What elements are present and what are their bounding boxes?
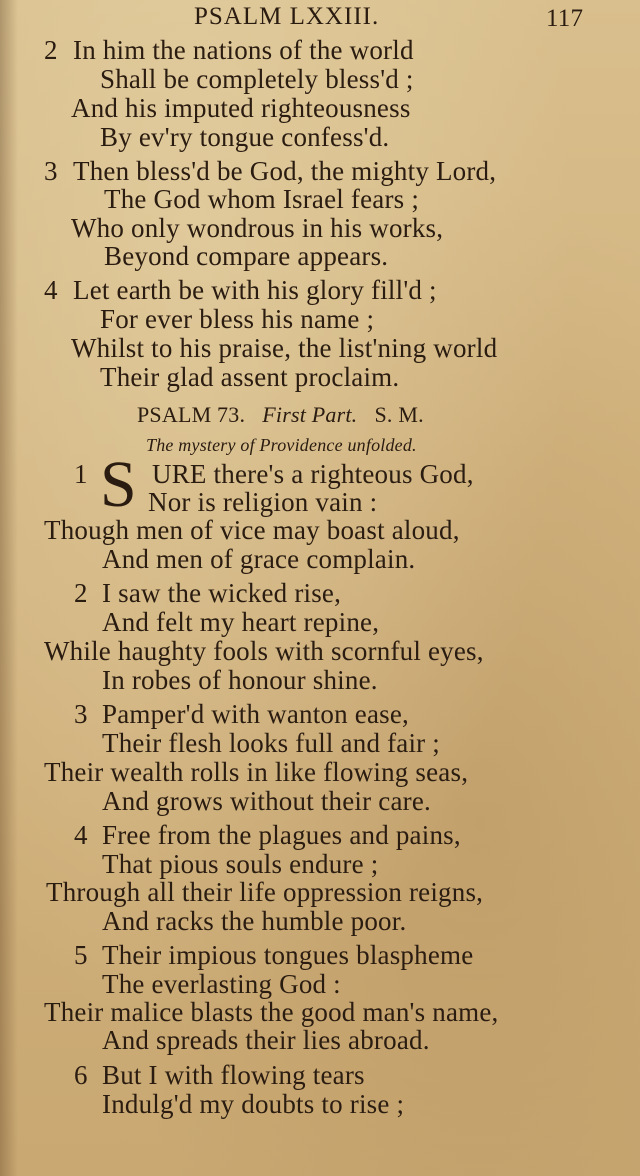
verse-line: And his imputed righteousness xyxy=(71,93,411,123)
verse-line: Their glad assent proclaim. xyxy=(100,362,400,392)
page-edge-shadow xyxy=(0,0,18,1176)
verse-line: Beyond compare appears. xyxy=(104,241,389,271)
stanza-number: 1 xyxy=(74,459,88,489)
verse-line: Their malice blasts the good man's name, xyxy=(44,997,499,1027)
stanza-number: 4 xyxy=(44,275,58,305)
verse-line: Nor is religion vain : xyxy=(148,487,378,517)
verse-line: Though men of vice may boast aloud, xyxy=(44,515,460,545)
verse-line: While haughty fools with scornful eyes, xyxy=(44,636,484,666)
stanza-number: 3 xyxy=(44,156,58,186)
verse-line: URE there's a righteous God, xyxy=(152,459,474,489)
verse-line: Their wealth rolls in like flowing seas, xyxy=(44,757,469,787)
stanza-number: 5 xyxy=(74,940,88,970)
verse-line: Shall be completely bless'd ; xyxy=(100,64,414,94)
verse-line: By ev'ry tongue confess'd. xyxy=(100,122,390,152)
verse-line: Their impious tongues blaspheme xyxy=(102,940,474,970)
verse-line: In him the nations of the world xyxy=(73,35,414,65)
verse-line: And men of grace complain. xyxy=(102,544,416,574)
verse-line: Let earth be with his glory fill'd ; xyxy=(73,275,437,305)
verse-line: And racks the humble poor. xyxy=(102,906,407,936)
verse-line: That pious souls endure ; xyxy=(102,849,379,879)
verse-line: Whilst to his praise, the list'ning world xyxy=(71,333,498,363)
psalm-heading-number: PSALM 73. xyxy=(137,402,246,427)
stanza-number: 4 xyxy=(74,820,88,850)
psalm-heading-metre: S. M. xyxy=(374,402,424,427)
verse-line: Through all their life oppression reigns, xyxy=(46,877,484,907)
verse-line: And spreads their lies abroad. xyxy=(102,1025,430,1055)
stanza-number: 6 xyxy=(74,1060,88,1090)
running-header-title: PSALM LXXIII. xyxy=(194,3,380,30)
verse-line: And grows without their care. xyxy=(102,786,431,816)
verse-line: I saw the wicked rise, xyxy=(102,578,342,608)
verse-line: And felt my heart repine, xyxy=(102,607,380,637)
verse-line: Indulg'd my doubts to rise ; xyxy=(102,1089,405,1119)
verse-line: Their flesh looks full and fair ; xyxy=(102,728,441,758)
verse-line: Free from the plagues and pains, xyxy=(102,820,461,850)
verse-line: Pamper'd with wanton ease, xyxy=(102,699,409,729)
stanza-number: 2 xyxy=(74,578,88,608)
stanza-number: 3 xyxy=(74,699,88,729)
psalm-subtitle: The mystery of Providence unfolded. xyxy=(146,435,417,455)
verse-line: Then bless'd be God, the mighty Lord, xyxy=(73,156,497,186)
verse-line: Who only wondrous in his works, xyxy=(71,213,444,243)
verse-line: The God whom Israel fears ; xyxy=(104,184,420,214)
verse-line: But I with flowing tears xyxy=(102,1060,365,1090)
drop-cap: S xyxy=(100,448,137,521)
page-number: 117 xyxy=(546,5,584,32)
verse-line: For ever bless his name ; xyxy=(100,304,375,334)
verse-line: In robes of honour shine. xyxy=(102,665,378,695)
psalm-heading xyxy=(137,400,424,430)
verse-line: The everlasting God : xyxy=(102,969,341,999)
stanza-number: 2 xyxy=(44,35,58,65)
psalm-heading-part: First Part. xyxy=(262,402,358,427)
